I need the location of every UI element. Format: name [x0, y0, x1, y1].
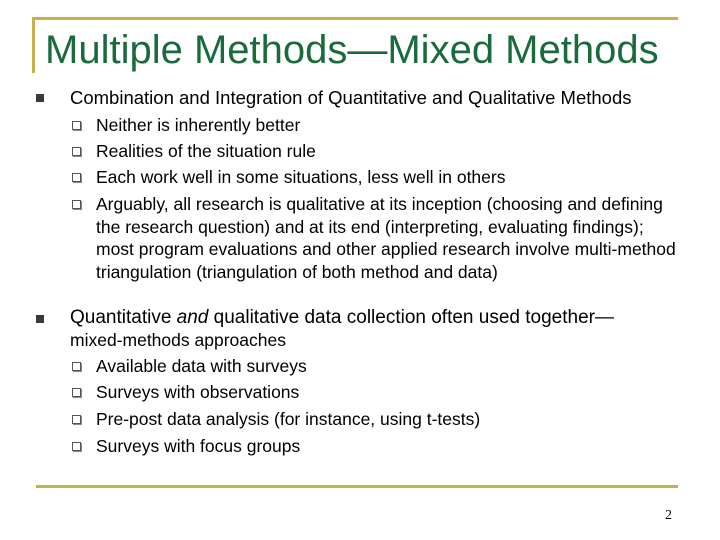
bullet-1-sub-1: Neither is inherently better: [96, 115, 301, 135]
frame-bottom-rule: [36, 485, 678, 488]
sub-bullet-box-icon: [72, 200, 81, 209]
bullet-2-text-line2: mixed-methods approaches: [70, 330, 286, 350]
bullet-2-sub-3: Pre-post data analysis (for instance, using t-tests): [96, 409, 481, 429]
sub-bullet-box-icon: [72, 415, 81, 424]
bullet-square-icon: [36, 315, 44, 323]
sub-bullet-box-icon: [72, 147, 81, 156]
bullet-1-sub-3: Each work well in some situations, less well in others: [96, 167, 506, 187]
bullet-square-icon: [36, 94, 44, 102]
bullet-2-sub-4: Surveys with focus groups: [96, 436, 301, 456]
sub-bullet-box-icon: [72, 362, 81, 371]
frame-left-rule: [32, 17, 35, 73]
bullet-2-text-before: Quantitative: [70, 307, 177, 328]
bullet-1-sub-4: Arguably, all research is qualitative at its inception (choosing and defining the research question) and at its end (interpreting, evaluating findings); most program evaluations and other applied research involve multi-method triangulation (triangulation of both method and data): [96, 194, 676, 282]
sub-bullet-box-icon: [72, 388, 81, 397]
sub-bullet-box-icon: [72, 442, 81, 451]
bullet-2-sub-2: Surveys with observations: [96, 382, 300, 402]
page-number: 2: [665, 508, 672, 523]
bullet-1-sub-2: Realities of the situation rule: [96, 141, 316, 161]
bullet-1-text: Combination and Integration of Quantitative and Qualitative Methods: [70, 87, 632, 108]
bullet-2-text: [70, 307, 690, 329]
bullet-2-text-after: qualitative data collection often used together—: [208, 307, 614, 328]
sub-bullet-box-icon: [72, 121, 81, 130]
sub-bullet-box-icon: [72, 173, 81, 182]
frame-top-rule: [32, 17, 678, 20]
slide-title: Multiple Methods—Mixed Methods: [45, 28, 659, 72]
bullet-2-sub-1: Available data with surveys: [96, 356, 307, 376]
bullet-2-text-italic: and: [176, 307, 209, 328]
